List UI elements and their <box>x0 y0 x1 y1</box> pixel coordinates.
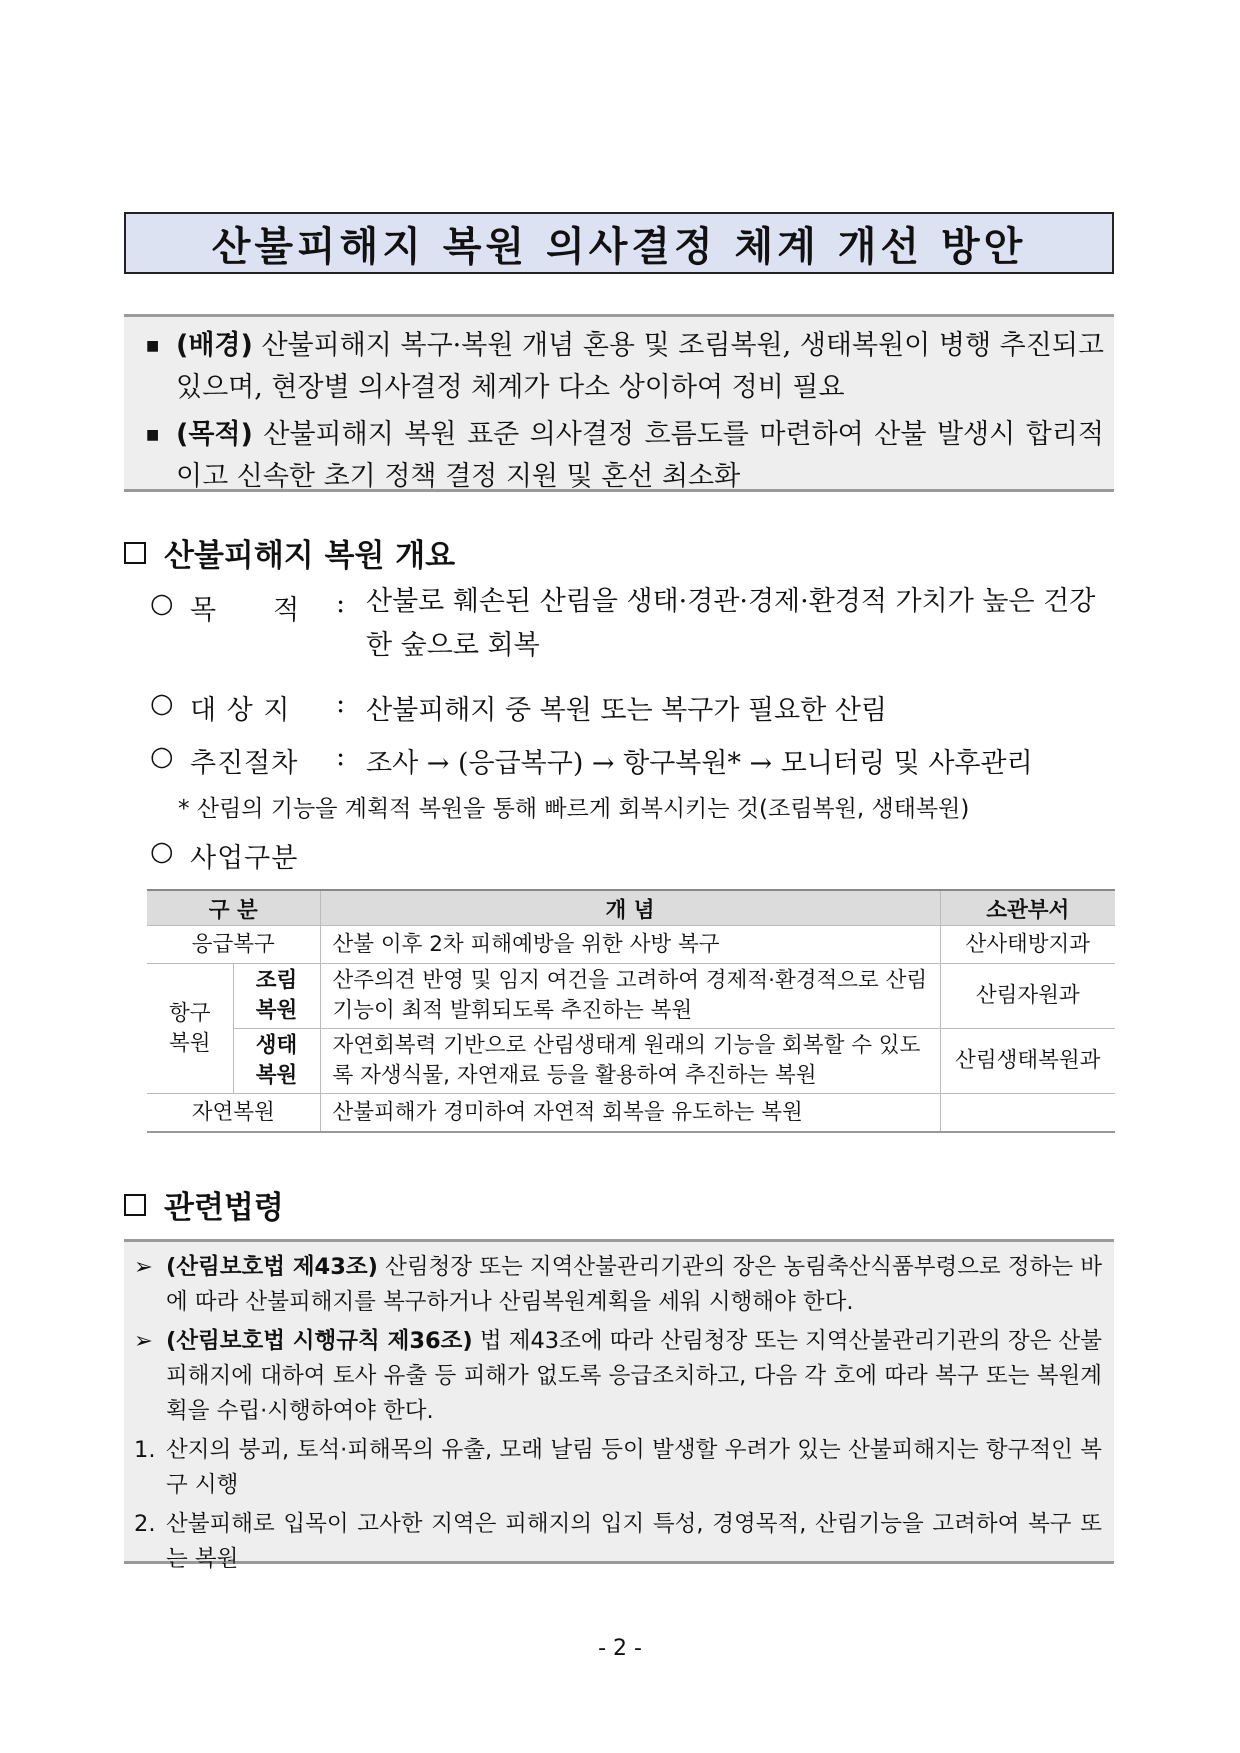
summary-text: 산불피해지 복구·복원 개념 혼용 및 조림복원, 생태복원이 병행 추진되고 있으며, 현장별 의사결정 체계가 다소 상이하여 정비 필요 <box>176 330 1104 403</box>
summary-text: 산불피해지 복원 표준 의사결정 흐름도를 마련하여 산불 발생시 합리적이고 신속한 초기 정책 결정 지원 및 혼선 최소화 <box>176 419 1104 492</box>
law-text: 산지의 붕괴, 토석·피해목의 유출, 모래 날림 등이 발생할 우려가 있는 산불피해지는 항구적인 복구 시행 <box>166 1437 1102 1498</box>
law-item <box>134 1250 1102 1320</box>
overview-row-business <box>150 836 336 875</box>
summary-item-background <box>146 325 1104 409</box>
law-lead: (산림보호법 시행규칙 제36조) <box>166 1328 473 1354</box>
section-heading-overview: 산불피해지 복원 개요 <box>124 530 455 575</box>
table-row <box>147 964 1115 1029</box>
circle-bullet-icon: ○ <box>150 741 174 772</box>
overview-row-purpose <box>150 588 1114 668</box>
table-cell-concept: 산불 이후 2차 피해예방을 위한 사방 복구 <box>320 926 940 964</box>
table-cell-dept: 산사태방지과 <box>940 926 1115 964</box>
table-header: 구 분 <box>147 890 320 926</box>
law-item <box>134 1324 1102 1429</box>
square-bullet-icon: ■ <box>146 427 160 443</box>
page-number: - 2 - <box>598 1636 642 1661</box>
circle-bullet-icon: ○ <box>150 836 174 867</box>
checkbox-square-icon <box>124 542 146 564</box>
list-number: 1. <box>134 1437 156 1463</box>
table-row <box>147 926 1115 964</box>
arrow-bullet-icon: ➢ <box>134 1328 153 1354</box>
table-cell-subcategory: 생태 복원 <box>233 1029 320 1094</box>
overview-colon: : <box>336 588 346 619</box>
table-header-row <box>147 890 1115 926</box>
section-heading-laws: 관련법령 <box>124 1182 284 1227</box>
law-text: 법 제43조에 따라 산림청장 또는 지역산불관리기관의 장은 산불피해지에 대하여 토사 유출 등 피해가 없도록 응급조치하고, 다음 각 호에 따라 복구 또는 복원계획을 수립·시행하여야 한다. <box>166 1328 1102 1424</box>
overview-label: 추진절차 <box>190 748 299 779</box>
footnote: * 산림의 기능을 계획적 복원을 통해 빠르게 회복시키는 것(조림복원, 생태복원) <box>178 796 970 822</box>
table-row <box>147 1094 1115 1133</box>
law-item <box>134 1507 1102 1577</box>
table-cell-subcategory: 조림 복원 <box>233 964 320 1029</box>
table-cell-category: 자연복원 <box>147 1094 320 1133</box>
overview-colon: : <box>336 688 346 719</box>
overview-value: 산불로 훼손된 산림을 생태·경관·경제·환경적 가치가 높은 건강한 숲으로 회복 <box>366 586 1096 661</box>
arrow-bullet-icon: ➢ <box>134 1254 153 1280</box>
list-number: 2. <box>134 1511 156 1537</box>
table-cell-concept: 자연회복력 기반으로 산림생태계 원래의 기능을 회복할 수 있도록 자생식물, 자연재료 등을 활용하여 추진하는 복원 <box>320 1029 940 1094</box>
checkbox-square-icon <box>124 1194 146 1216</box>
law-box <box>124 1239 1114 1572</box>
overview-label: 대 상 지 <box>190 695 291 726</box>
overview-colon: : <box>336 741 346 772</box>
law-lead: (산림보호법 제43조) <box>166 1254 378 1280</box>
table-cell-dept: 산림자원과 <box>940 964 1115 1029</box>
law-item <box>134 1433 1102 1503</box>
summary-lead: (목적) <box>176 419 253 450</box>
business-table <box>147 889 1115 1133</box>
summary-lead: (배경) <box>176 330 253 361</box>
table-cell-category: 응급복구 <box>147 926 320 964</box>
circle-bullet-icon: ○ <box>150 588 174 619</box>
table-cell-dept <box>940 1094 1115 1133</box>
overview-label: 목 적 <box>190 595 301 626</box>
law-text: 산불피해로 입목이 고사한 지역은 피해지의 입지 특성, 경영목적, 산림기능을 고려하여 복구 또는 복원 <box>166 1511 1102 1572</box>
table-cell-dept: 산림생태복원과 <box>940 1029 1115 1094</box>
overview-row-procedure <box>150 741 1114 780</box>
overview-row-target <box>150 688 1114 727</box>
square-bullet-icon: ■ <box>146 338 160 354</box>
table-cell-concept: 산주의견 반영 및 임지 여건을 고려하여 경제적·환경적으로 산림 기능이 최적 발휘되도록 추진하는 복원 <box>320 964 940 1029</box>
overview-value: 산불피해지 중 복원 또는 복구가 필요한 산림 <box>366 695 887 726</box>
overview-label: 사업구분 <box>190 843 299 874</box>
circle-bullet-icon: ○ <box>150 688 174 719</box>
law-text: 산림청장 또는 지역산불관리기관의 장은 농림축산식품부령으로 정하는 바에 따라 산불피해지를 복구하거나 산림복원계획을 세워 시행해야 한다. <box>166 1254 1103 1315</box>
overview-value: 조사 → (응급복구) → 항구복원* → 모니터링 및 사후관리 <box>366 748 1033 779</box>
document-title: 산불피해지 복원 의사결정 체계 개선 방안 <box>124 212 1114 274</box>
table-header: 소관부서 <box>940 890 1115 926</box>
summary-item-purpose <box>146 414 1104 498</box>
table-cell-concept: 산불피해가 경미하여 자연적 회복을 유도하는 복원 <box>320 1094 940 1133</box>
table-cell-category: 항구 복원 <box>147 964 233 1094</box>
table-header: 개 념 <box>320 890 940 926</box>
table-row <box>147 1029 1115 1094</box>
summary-box <box>124 314 1114 492</box>
